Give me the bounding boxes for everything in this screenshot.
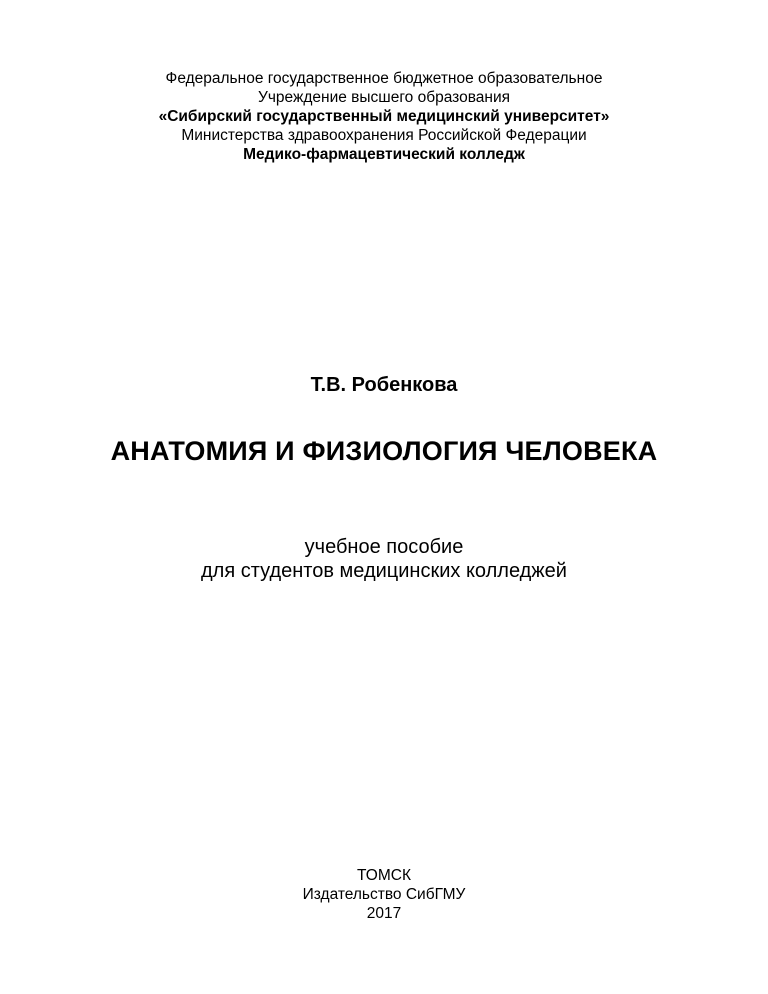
subtitle-line-1: учебное пособие [304,536,464,558]
book-subtitle [0,535,768,583]
ministry-line: Министерства здравоохранения Российской Федерации [181,127,587,144]
imprint-publisher: Издательство СибГМУ [302,886,466,903]
imprint-city: ТОМСК [357,867,411,884]
subtitle-line-2: для студентов медицинских колледжей [201,560,567,582]
institution-header [0,69,768,164]
college-name: Медико-фармацевтический колледж [243,146,525,163]
imprint-year: 2017 [366,905,402,922]
imprint [0,866,768,923]
author-name: Т.В. Робенкова [310,374,458,396]
institution-line-2: Учреждение высшего образования [258,89,510,106]
institution-line-1: Федеральное государственное бюджетное образовательное [165,70,603,87]
university-name: «Сибирский государственный медицинский университет» [158,108,610,125]
book-title: АНАТОМИЯ И ФИЗИОЛОГИЯ ЧЕЛОВЕКА [110,436,658,466]
